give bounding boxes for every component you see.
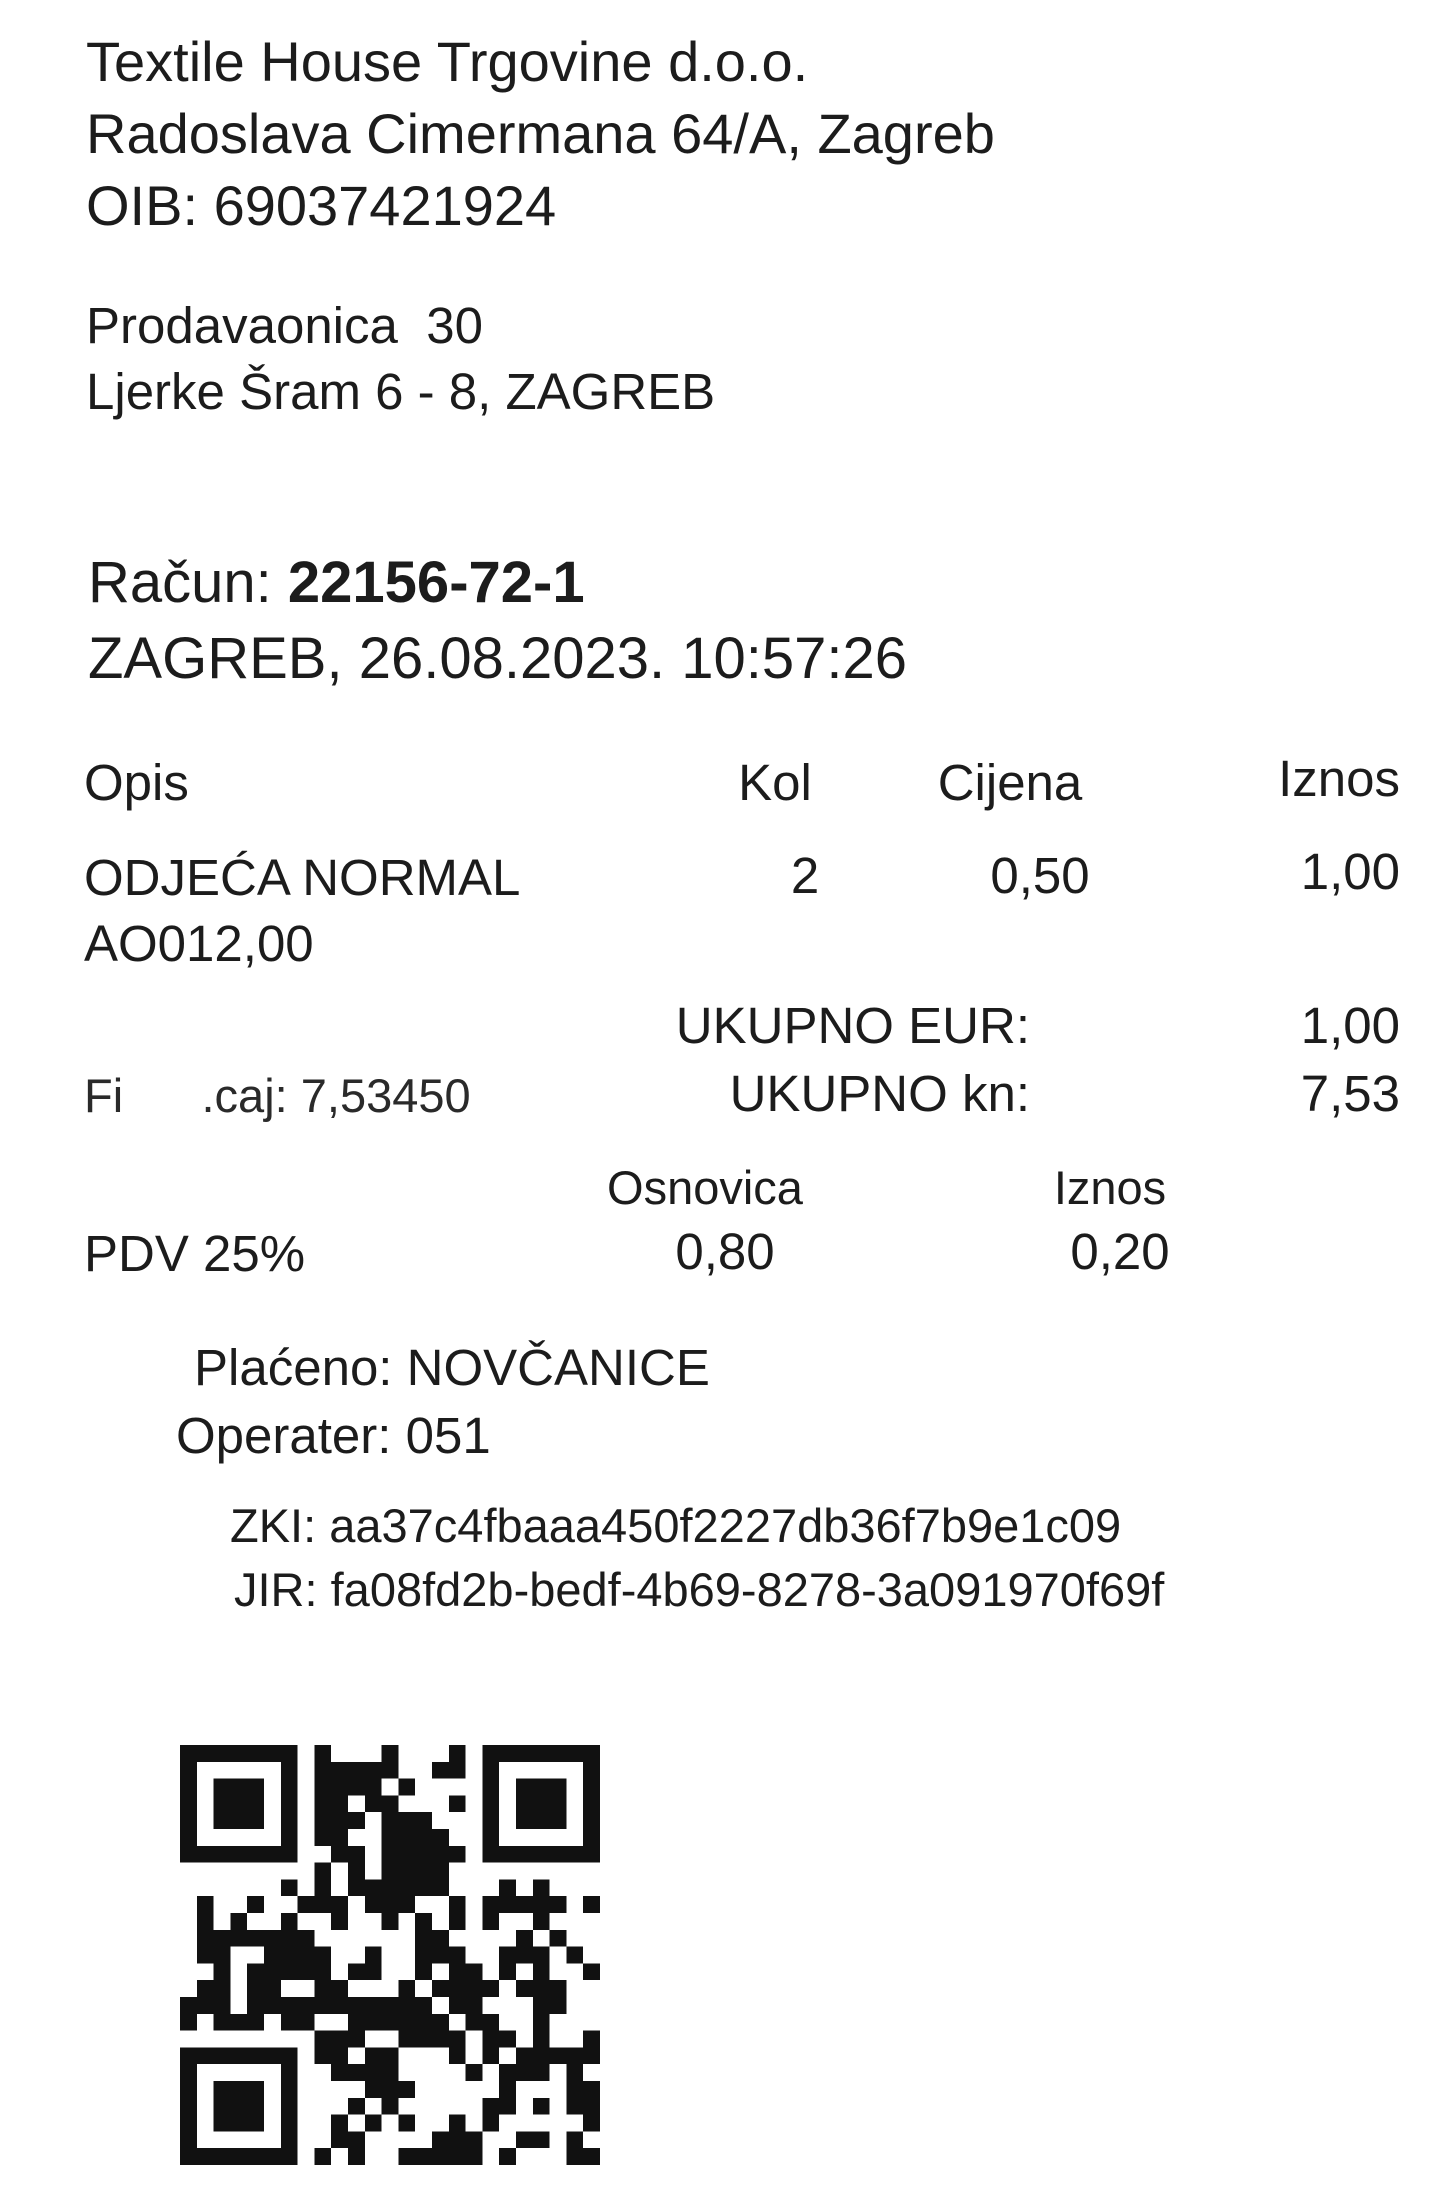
jir-line xyxy=(234,1563,1165,1616)
item-price: 0,50 xyxy=(990,847,1090,904)
total-kn-label: UKUPNO kn: xyxy=(729,1065,1030,1122)
zki-label: ZKI: xyxy=(230,1499,317,1552)
zki-value: aa37c4fbaaa450f2227db36f7b9e1c09 xyxy=(329,1499,1122,1552)
store-number: Prodavaonica 30 xyxy=(86,297,483,354)
store-address: Ljerke Šram 6 - 8, ZAGREB xyxy=(86,363,716,420)
operator-label: Operater: xyxy=(176,1407,392,1464)
receipt-datetime: ZAGREB, 26.08.2023. 10:57:26 xyxy=(88,626,907,691)
jir-label: JIR: xyxy=(234,1563,318,1616)
vat-base-header: Osnovica xyxy=(607,1161,803,1214)
receipt-number: 22156-72-1 xyxy=(287,550,585,615)
paid-value: NOVČANICE xyxy=(406,1339,710,1396)
total-eur-value: 1,00 xyxy=(1300,997,1400,1054)
zki-line xyxy=(230,1499,1122,1552)
operator-value: 051 xyxy=(405,1407,491,1464)
col-header-qty: Kol xyxy=(738,754,812,811)
item-amount: 1,00 xyxy=(1300,843,1400,900)
item-code: AO012,00 xyxy=(84,915,314,972)
qr-code xyxy=(180,1745,600,2165)
merchant-name: Textile House Trgovine d.o.o. xyxy=(86,30,809,93)
exchange-rate: Fi .caj: 7,53450 xyxy=(84,1069,471,1122)
total-kn-value: 7,53 xyxy=(1300,1065,1400,1122)
paid-label: Plaćeno: xyxy=(194,1339,393,1396)
receipt-label: Račun: xyxy=(88,550,272,615)
merchant-oib: OIB: 69037421924 xyxy=(86,174,557,237)
merchant-address: Radoslava Cimermana 64/A, Zagreb xyxy=(86,102,995,165)
col-header-amount: Iznos xyxy=(1278,750,1400,807)
payment-line xyxy=(194,1339,710,1396)
total-eur-label: UKUPNO EUR: xyxy=(675,997,1030,1054)
jir-value: fa08fd2b-bedf-4b69-8278-3a091970f69f xyxy=(330,1563,1165,1616)
vat-amount-header: Iznos xyxy=(1053,1161,1167,1214)
receipt-line xyxy=(88,550,585,615)
vat-amount: 0,20 xyxy=(1070,1223,1170,1280)
col-header-description: Opis xyxy=(84,754,189,811)
item-description: ODJEĆA NORMAL xyxy=(84,849,521,906)
col-header-price: Cijena xyxy=(937,754,1083,811)
item-qty: 2 xyxy=(790,847,820,904)
vat-label: PDV 25% xyxy=(84,1225,306,1282)
operator-line xyxy=(176,1407,491,1464)
vat-base: 0,80 xyxy=(675,1223,775,1280)
